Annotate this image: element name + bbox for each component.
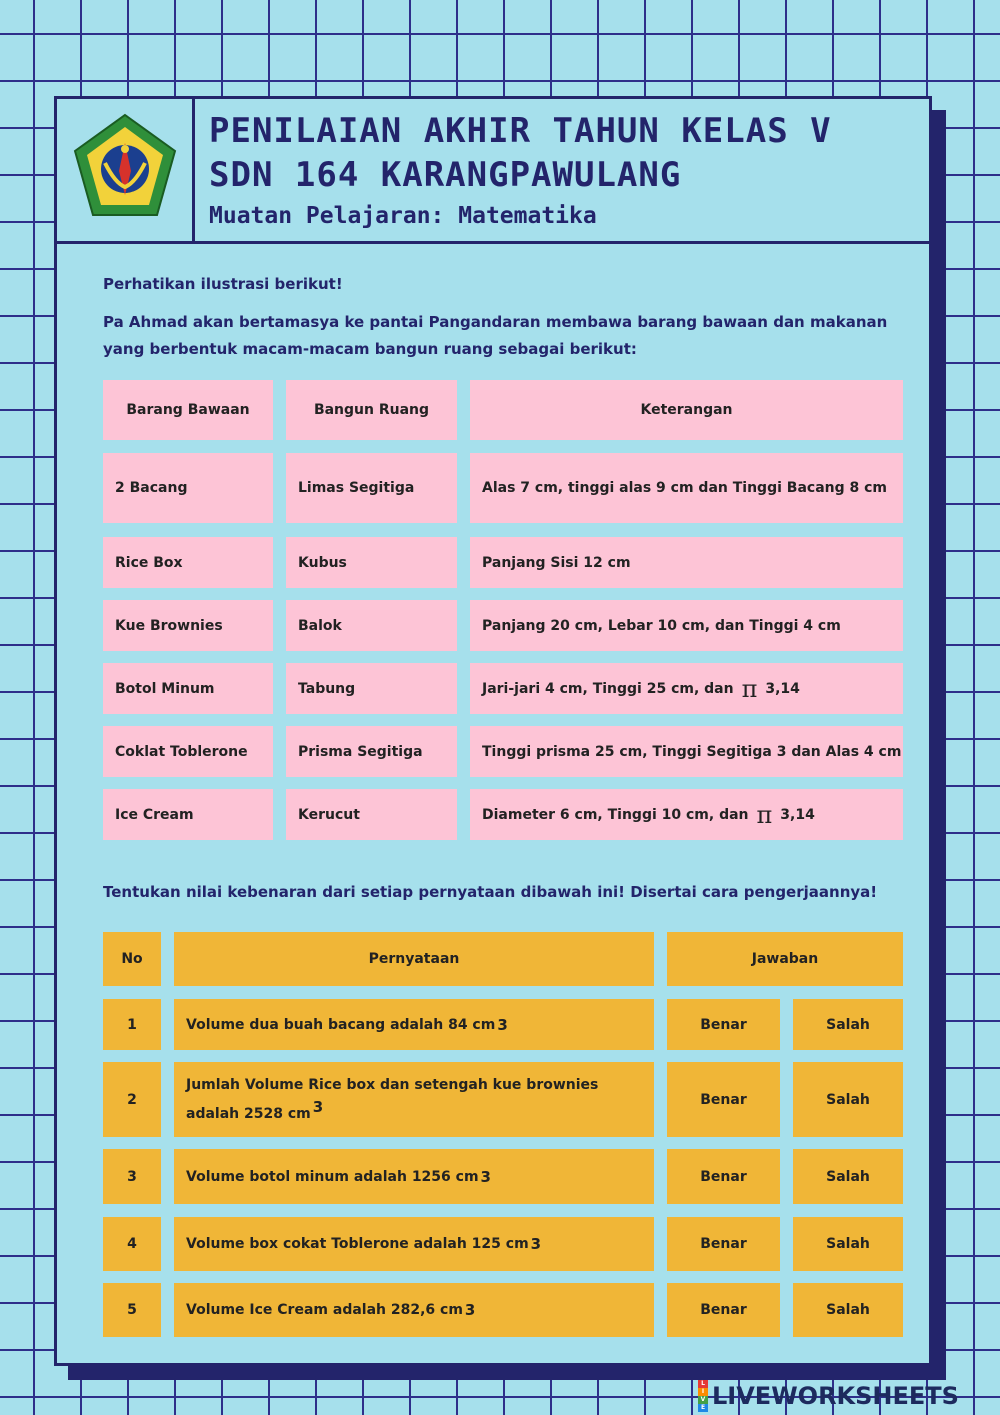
items-row-6-desc [470, 789, 903, 840]
items-row-3-shape: Balok [286, 600, 457, 651]
statements-header-answer: Jawaban [667, 932, 903, 986]
items-row-4-desc [470, 663, 903, 714]
items-row-1-item: 2 Bacang [103, 453, 273, 523]
items-row-2-shape: Kubus [286, 537, 457, 588]
statement-1-true-option[interactable]: Benar [667, 999, 780, 1050]
superscript: 3 [312, 1098, 324, 1116]
statement-2-text [174, 1062, 654, 1137]
question-instruction: Tentukan nilai kebenaran dari setiap pernyataan dibawah ini! Disertai cara pengerjaannya! [103, 883, 878, 901]
intro-paragraph: Pa Ahmad akan bertamasya ke pantai Pangandaran membawa barang bawaan dan makanan yang berbentuk macam-macam bangun ruang sebagai berikut: [103, 313, 888, 358]
items-row-4-pi-value: 3,14 [765, 680, 800, 697]
statement-5-false-option[interactable]: Salah [793, 1283, 903, 1337]
items-header-shape: Bangun Ruang [286, 380, 457, 440]
logo-cell [57, 99, 195, 241]
badge-letter: E [698, 1404, 708, 1412]
superscript: 3 [464, 1301, 476, 1319]
statement-2-true-option[interactable]: Benar [667, 1062, 780, 1137]
items-row-1-desc: Alas 7 cm, tinggi alas 9 cm dan Tinggi Bacang 8 cm [470, 453, 903, 523]
statement-5-text [174, 1283, 654, 1337]
statement-3-false-option[interactable]: Salah [793, 1149, 903, 1204]
statement-2-no: 2 [103, 1062, 161, 1137]
items-row-4-item: Botol Minum [103, 663, 273, 714]
statement-3-text [174, 1149, 654, 1204]
page-title: PENILAIAN AKHIR TAHUN KELAS V [209, 111, 832, 151]
statement-4-false-option[interactable]: Salah [793, 1217, 903, 1271]
statement-3-no: 3 [103, 1149, 161, 1204]
items-row-5-item: Coklat Toblerone [103, 726, 273, 777]
badge-letter: V [698, 1396, 708, 1404]
school-logo-icon [71, 113, 179, 221]
items-header-desc: Keterangan [470, 380, 903, 440]
items-row-5-desc: Tinggi prisma 25 cm, Tinggi Segitiga 3 dan Alas 4 cm [470, 726, 903, 777]
badge-letter: L [698, 1380, 708, 1388]
statement-1-no: 1 [103, 999, 161, 1050]
items-row-6-desc-text: Diameter 6 cm, Tinggi 10 cm, dan [482, 806, 749, 823]
items-row-4-shape: Tabung [286, 663, 457, 714]
statement-3-label: Volume botol minum adalah 1256 cm [186, 1168, 479, 1185]
statements-header-statement: Pernyataan [174, 932, 654, 986]
statement-5-true-option[interactable]: Benar [667, 1283, 780, 1337]
superscript: 3 [480, 1167, 491, 1186]
items-row-2-desc: Panjang Sisi 12 cm [470, 537, 903, 588]
liveworksheets-watermark [698, 1382, 959, 1410]
statement-2-label-text: Jumlah Volume Rice box dan setengah kue brownies adalah 2528 cm [186, 1077, 599, 1122]
superscript: 3 [497, 1015, 508, 1034]
items-row-5-shape: Prisma Segitiga [286, 726, 457, 777]
statement-2-false-option[interactable]: Salah [793, 1062, 903, 1137]
items-row-6-shape: Kerucut [286, 789, 457, 840]
statement-5-label: Volume Ice Cream adalah 282,6 cm [186, 1302, 463, 1318]
header [57, 99, 929, 244]
statement-4-no: 4 [103, 1217, 161, 1271]
items-row-6-item: Ice Cream [103, 789, 273, 840]
badge-letter: I [698, 1388, 708, 1396]
superscript: 3 [530, 1235, 542, 1253]
school-name: SDN 164 KARANGPAWULANG [209, 155, 682, 195]
statement-4-true-option[interactable]: Benar [667, 1217, 780, 1271]
statement-3-true-option[interactable]: Benar [667, 1149, 780, 1204]
worksheet-card [54, 96, 932, 1366]
items-row-6-pi-value: 3,14 [780, 806, 815, 823]
statements-header-no: No [103, 932, 161, 986]
statement-1-false-option[interactable]: Salah [793, 999, 903, 1050]
items-row-3-desc: Panjang 20 cm, Lebar 10 cm, dan Tinggi 4 cm [470, 600, 903, 651]
items-row-2-item: Rice Box [103, 537, 273, 588]
statement-5-no: 5 [103, 1283, 161, 1337]
items-row-1-shape: Limas Segitiga [286, 453, 457, 523]
items-row-3-item: Kue Brownies [103, 600, 273, 651]
subject-subtitle: Muatan Pelajaran: Matematika [209, 203, 597, 229]
statement-4-text [174, 1217, 654, 1271]
statement-1-text [174, 999, 654, 1050]
statement-4-label: Volume box cokat Toblerone adalah 125 cm [186, 1236, 529, 1252]
items-header-item: Barang Bawaan [103, 380, 273, 440]
liveworksheets-badge-icon [698, 1380, 708, 1412]
pi-symbol: π [756, 800, 773, 829]
intro-instruction: Perhatikan ilustrasi berikut! [103, 275, 343, 293]
statement-1-label: Volume dua buah bacang adalah 84 cm [186, 1016, 496, 1033]
pi-symbol: π [741, 674, 758, 703]
items-row-4-desc-text: Jari-jari 4 cm, Tinggi 25 cm, dan [482, 680, 734, 697]
statement-2-label [186, 1074, 642, 1125]
liveworksheets-text: LIVEWORKSHEETS [712, 1382, 959, 1410]
